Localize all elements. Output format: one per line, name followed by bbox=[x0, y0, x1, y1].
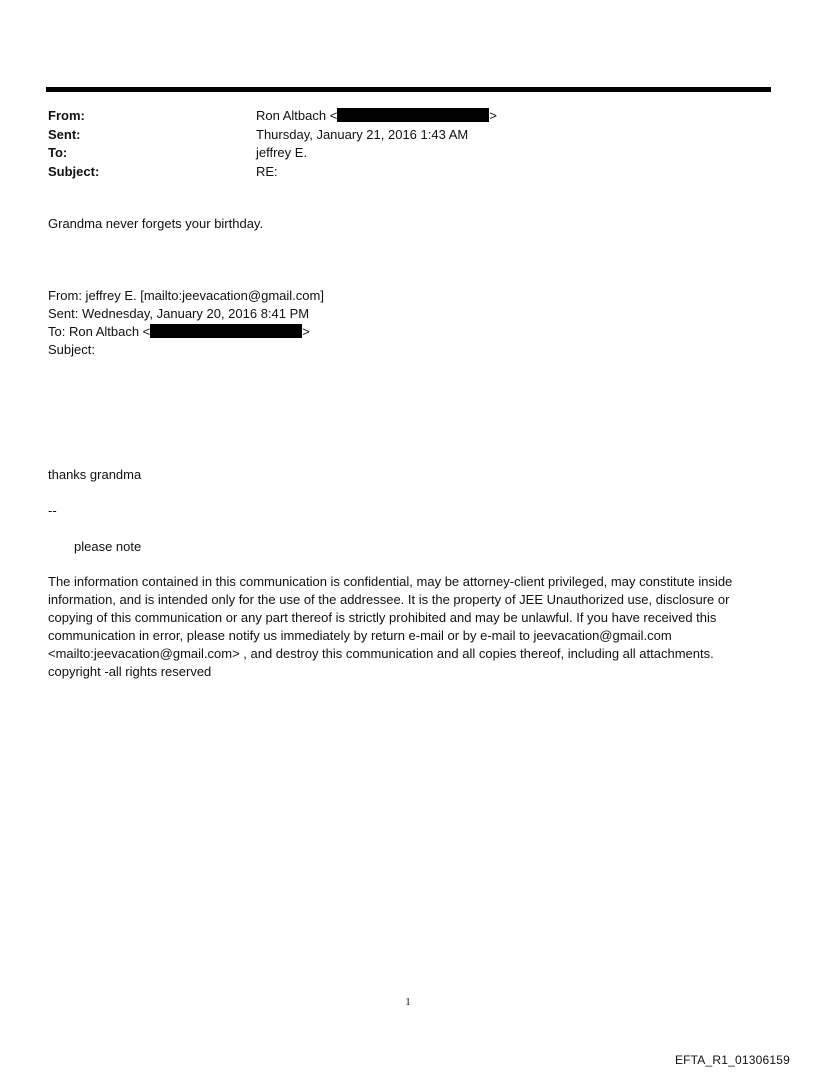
signature-separator: -- bbox=[48, 503, 57, 518]
subject-value: RE: bbox=[256, 163, 278, 179]
redaction-block bbox=[337, 108, 489, 122]
sent-value: Thursday, January 21, 2016 1:43 AM bbox=[256, 126, 469, 142]
to-value: jeffrey E. bbox=[256, 145, 308, 160]
reply-body: Grandma never forgets your birthday. bbox=[48, 216, 264, 231]
confidentiality-disclaimer: The information contained in this communication is confidential, may be attorney-client privileged, may constitute inside information, and is intended only for the use of the addressee. It is the property of JEE Unauthorized use, disclosure or copying of this communication or any part thereof is strictly prohibited and may be unlawful. If you have received this communication in error, please notify us immediately by return e-mail or by e-mail to jeevacation@gmail.com <mailto:jeevacation@gmail.com> , and destroy this communication and all copies thereof, including all attachments. copyright -all rights reserved bbox=[48, 574, 733, 679]
redaction-block bbox=[150, 324, 302, 338]
to-label: To: bbox=[48, 145, 68, 160]
subject-label: Subject: bbox=[48, 163, 100, 179]
from-name: Ron Altbach < bbox=[256, 108, 338, 123]
original-body: thanks grandma bbox=[48, 467, 142, 482]
sent-label: Sent: bbox=[48, 126, 81, 142]
page-number: 1 bbox=[405, 996, 411, 1008]
quoted-to-line bbox=[48, 323, 324, 341]
please-note: please note bbox=[74, 539, 142, 554]
from-value bbox=[256, 107, 497, 126]
quoted-to-prefix: To: Ron Altbach < bbox=[48, 324, 151, 339]
from-close: > bbox=[489, 108, 497, 123]
quoted-to-suffix: > bbox=[302, 324, 310, 339]
quoted-header bbox=[48, 287, 324, 359]
quoted-subject-line: Subject: bbox=[48, 342, 95, 357]
from-label: From: bbox=[48, 108, 85, 123]
document-id: EFTA_R1_01306159 bbox=[674, 1053, 790, 1067]
quoted-sent-line: Sent: Wednesday, January 20, 2016 8:41 PM bbox=[48, 306, 310, 321]
header-divider bbox=[46, 87, 771, 92]
quoted-from-line: From: jeffrey E. [mailto:jeevacation@gmail.com] bbox=[48, 288, 324, 303]
